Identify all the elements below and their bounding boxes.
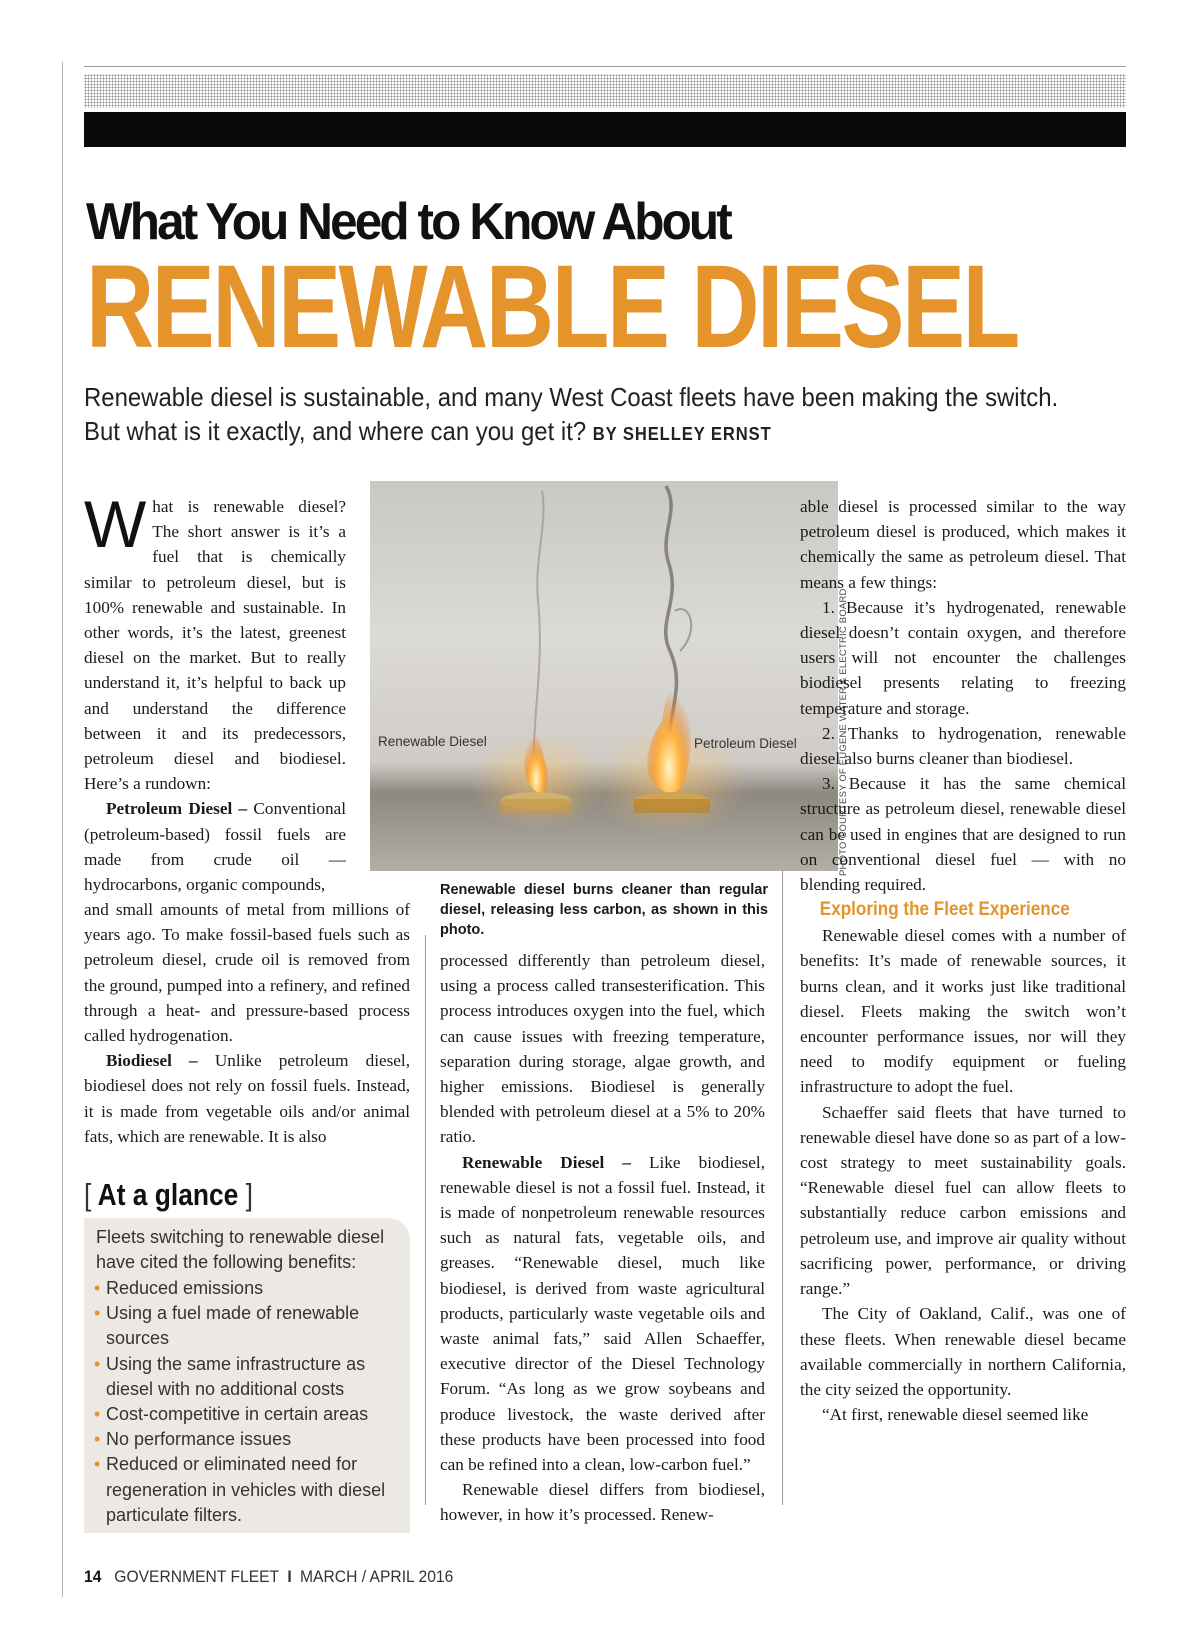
label-renewable: Renewable Diesel [378,734,487,749]
drop-cap: W [84,487,147,561]
point-2: 2. Thanks to hydrogenation, renewable diesel also burns cleaner than biodiesel. [800,723,1126,769]
list-item: • Reduced emissions [94,1276,406,1301]
header-bar [84,112,1126,147]
bullet-icon: • [94,1353,101,1374]
processed-paragraph: able diesel is processed similar to the way petroleum diesel is produced, which makes it chemically the same as petroleum diesel. That means a few things: [800,497,1126,592]
biodiesel-lead: Biodiesel – [106,1051,198,1071]
biodiesel-paragraph [84,1048,410,1149]
margin-rule [62,62,63,1597]
bullet-icon: • [94,1429,101,1450]
headline: RENEWABLE DIESEL [86,241,1018,373]
column-2 [440,948,765,1528]
biodiesel-text: Unlike petroleum diesel, biodiesel does not rely on fossil fuels. Instead, it is made from vegetable oils and/or animal fats, which are renewable. It is also [84,1051,411,1146]
point-3: 3. Because it has the same chemical structure as petroleum diesel, renewable diesel can be used in engines that are designed to run on conventional diesel fuel — with no blending required. [800,774,1126,895]
flame-illustration [370,481,838,871]
list-item: • Using the same infrastructure as diesel with no additional costs [94,1353,366,1399]
flame-photo [370,481,838,871]
publication-name: GOVERNMENT FLEET [114,1567,280,1586]
dek-text: Renewable diesel is sustainable, and many West Coast fleets have been making the switch. But what is it exactly, and where can you get it? [84,382,1059,446]
list-item: • Reduced or eliminated need for regeneration in vehicles with diesel particulate filters. [94,1454,386,1525]
benefits-paragraph: Renewable diesel comes with a number of benefits: It’s made of renewable sources, it burns clean, and it works just like traditional diesel. Fleets making the switch won’t encounter performance issues, nor will they need to modify equipment or fueling infrastructure to adopt the fuel. [800,926,1126,1097]
page-number: 14 [84,1567,102,1586]
dek [84,380,1059,451]
headline-kicker: What You Need to Know About [86,193,730,251]
differs-paragraph: Renewable diesel differs from biodiesel, however, in how it’s processed. Renew- [440,1480,765,1525]
glance-title-text: At a glance [97,1177,239,1212]
bracket-close: ] [245,1177,253,1212]
label-petroleum: Petroleum Diesel [694,736,797,751]
byline: BY SHELLEY ERNST [592,424,772,444]
column-1-top [84,487,347,897]
biodiesel-continued: processed differently than petroleum diesel, using a process called transesterification. This process introduces oxygen into the fuel, which can cause issues with freezing temperature, separation during storage, algae growth, and higher emissions. Biodiesel is generally blended with petroleum diesel at a 5% to 20% ratio. [440,951,765,1147]
petroleum-lead: Petroleum Diesel – [106,799,248,819]
bracket-open: [ [84,1177,92,1212]
bullet-icon: • [94,1278,101,1298]
list-item: • No performance issues [94,1427,406,1452]
intro-text: hat is renewable diesel? The short answer is it’s a fuel that is chemically similar to petroleum diesel, but is 100% renewable and sustainable. In other words, it’s the latest, greenest diesel on the market. But to really understand it, it’s helpful to back up and understand the difference between it and its predecessors, petroleum diesel and biodiesel. Here’s a rundown: [84,497,346,794]
petroleum-continued: and small amounts of metal from millions of years ago. To make fossil-based fuels such as petroleum diesel, crude oil is removed from the ground, pumped into a refinery, and refined through a heat- and pressure-based process called hydrogenation. [84,900,410,1046]
glance-intro: Fleets switching to renewable diesel have cited the following benefits: [96,1227,385,1273]
subhead-fleet-experience: Exploring the Fleet Experience [819,899,1070,921]
top-rule [84,66,1126,67]
point-1: 1. Because it’s hydrogenated, renewable diesel doesn’t contain oxygen, and therefore users will not encounter the challenges biodiesel presents relating to freezing temperature and storage. [800,597,1126,718]
issue-date: MARCH / APRIL 2016 [300,1567,454,1586]
renewable-lead: Renewable Diesel – [462,1152,631,1172]
list-item: • Using a fuel made of renewable sources [94,1303,360,1349]
quote-paragraph: “At first, renewable diesel seemed like [822,1405,1089,1425]
bullet-icon: • [94,1454,101,1475]
photo-caption: Renewable diesel burns cleaner than regular diesel, releasing less carbon, as shown in this photo. [440,882,768,938]
bullet-icon: • [94,1303,101,1324]
schaeffer-paragraph: Schaeffer said fleets that have turned to renewable diesel have done so as part of a low-cost strategy to meet sustainability goals. “Renewable diesel fuel can allow fleets to substantially reduce carbon emissions and petroleum use, and improve air quality without sacrificing power, performance, or driving range.” [800,1102,1126,1299]
oakland-paragraph: The City of Oakland, Calif., was one of these fleets. When renewable diesel became available commercially in northern California, the city seized the opportunity. [800,1304,1126,1399]
petroleum-text: Conventional (petroleum-based) fossil fuels are made from crude oil — hydrocarbons, organic compounds, [84,799,347,895]
list-item: • Cost-competitive in certain areas [94,1402,406,1427]
halftone-band [84,74,1126,108]
column-1-bottom [84,897,410,1149]
glance-title [84,1177,253,1213]
photo-credit: PHOTO COURTESY OF EUGENE WATER & ELECTRIC BOARD [838,588,849,876]
renewable-text: Like biodiesel, renewable diesel is not a fossil fuel. Instead, it is made of nonpetroleum renewable resources such as natural fats, vegetable oils, and greases. “Renewable diesel, much like biodiesel, is derived from waste agricultural products, particularly waste vegetable oils and waste animal fats,” said Allen Schaeffer, executive director of the Diesel Technology Forum. “As long as we grow soybeans and produce livestock, the waste derived after these products have been processed into food can be refined into a clean, low-carbon fuel.” [440,1152,765,1475]
bullet-icon: • [94,1404,101,1425]
renewable-paragraph [440,1150,765,1478]
intro-paragraph [84,487,346,796]
column-rule-2 [782,870,783,1505]
column-rule-1 [425,935,426,1505]
folio [84,1567,453,1587]
column-3 [800,494,1126,1427]
petroleum-paragraph [84,796,346,897]
folio-separator: I [287,1567,292,1586]
glance-list [94,1276,406,1528]
